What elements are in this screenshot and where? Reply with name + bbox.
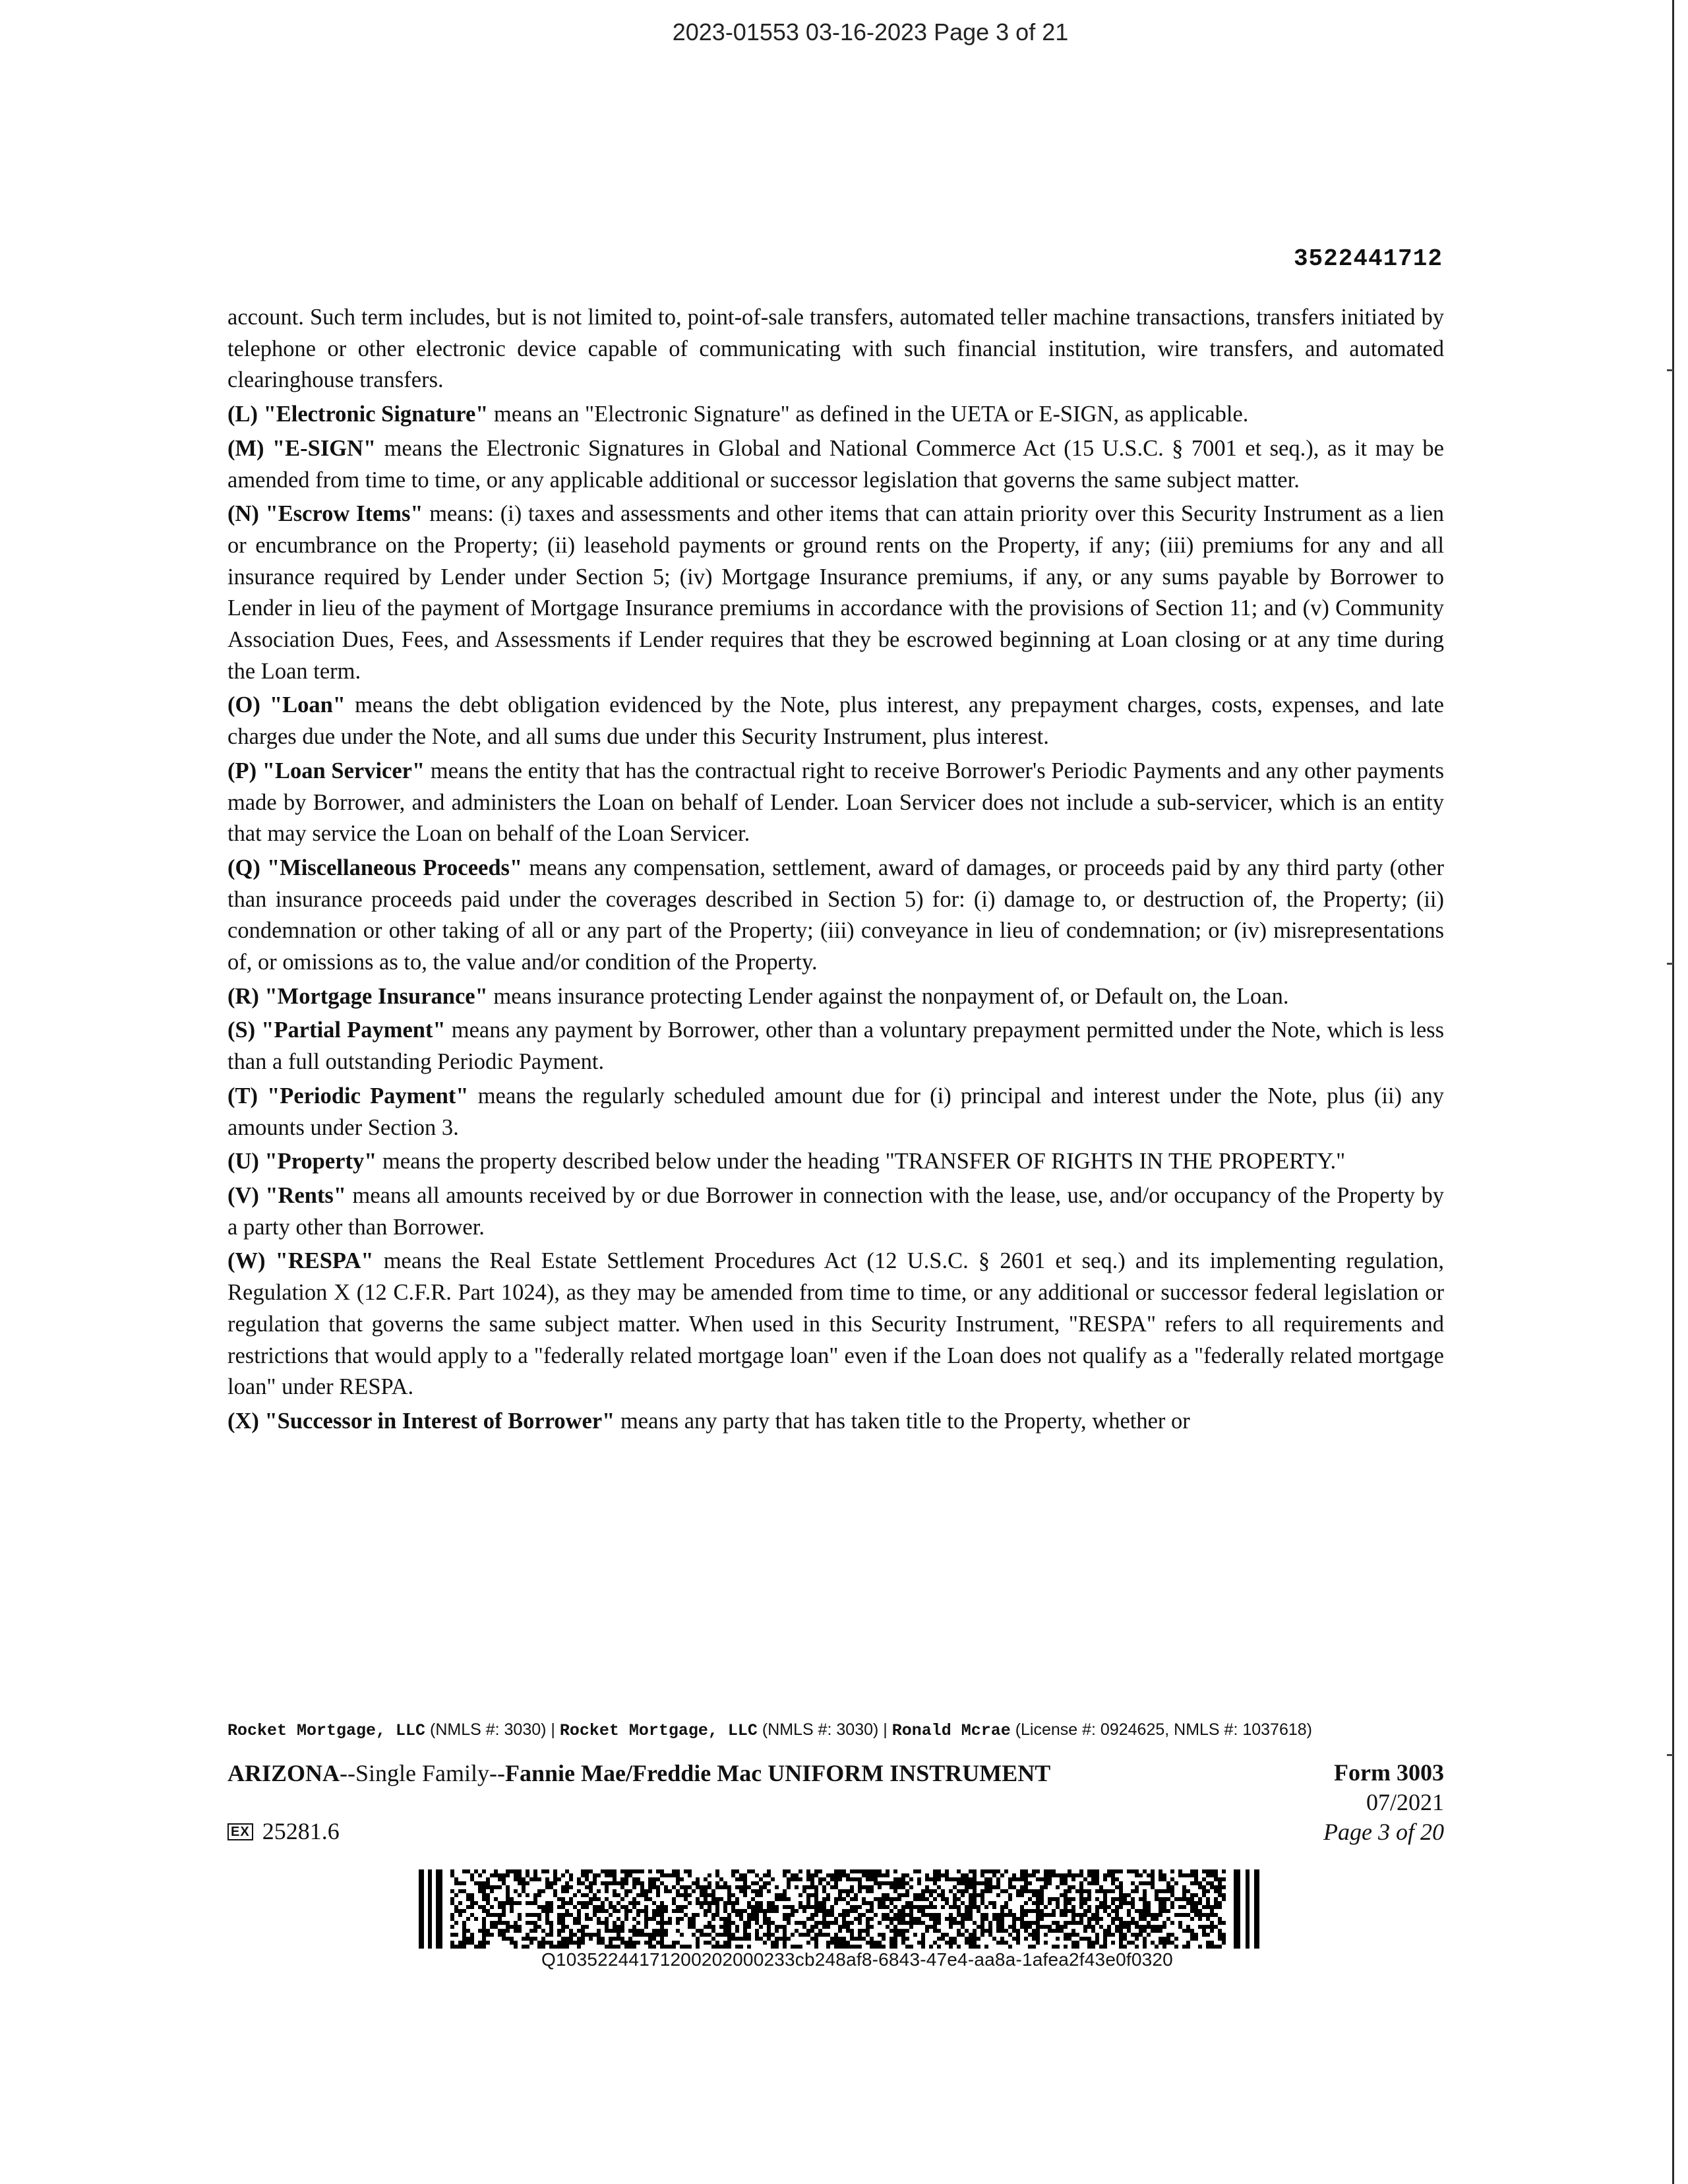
definition-text: means an "Electronic Signature" as defined in the UETA or E-SIGN, as applicable.	[488, 402, 1249, 427]
form-info	[1323, 1758, 1444, 1847]
definition-text: means the debt obligation evidenced by the Note, plus interest, any prepayment charges, costs, expenses, and late charges due under the Note, and all sums due under this Security Instrument, plus interest.	[227, 692, 1444, 750]
definition-term: (P) "Loan Servicer"	[227, 758, 425, 783]
ex-code-line	[227, 1817, 340, 1846]
ex-form-icon: EX	[227, 1823, 253, 1840]
form-title	[227, 1758, 1050, 1788]
definition-term: (O) "Loan"	[227, 692, 346, 718]
definition-paragraph	[227, 1146, 1444, 1178]
definition-paragraph	[227, 756, 1444, 850]
definition-term: (V) "Rents"	[227, 1182, 347, 1208]
definition-text: means the property described below under the heading "TRANSFER OF RIGHTS IN THE PROPERTY."	[377, 1149, 1346, 1174]
definition-term: (T) "Periodic Payment"	[227, 1083, 469, 1108]
definition-paragraph	[227, 1180, 1444, 1243]
lender-name: Rocket Mortgage, LLC	[227, 1721, 426, 1740]
loan-number: 3522441712	[1293, 245, 1443, 272]
definition-term: (Q) "Miscellaneous Proceeds"	[227, 855, 523, 880]
definition-term: (S) "Partial Payment"	[227, 1017, 446, 1043]
barcode-text: Q10352244171200202000233cb248af8-6843-47e4-aa8a-1afea2f43e0f0320	[541, 1949, 1173, 1970]
margin-tick	[1667, 369, 1673, 371]
definition-paragraph	[227, 1081, 1444, 1143]
lender-nmls: (NMLS #: 3030) |	[425, 1720, 560, 1739]
definition-text: means the regularly scheduled amount due for (i) principal and interest under the Note, plus (ii) any amounts under Section 3.	[227, 1083, 1444, 1140]
definition-text: means the entity that has the contractual right to receive Borrower's Periodic Payments and any other payments made by Borrower, and administers the Loan on behalf of Lender. Loan Servicer does not include a sub-servicer, which is an entity that may service the Loan on behalf of the Loan Servicer.	[227, 758, 1445, 847]
definition-text: account. Such term includes, but is not limited to, point-of-sale transfers, automated teller machine transactions, transfers initiated by telephone or other electronic device capable of communicating with such financial institution, wire transfers, and automated clearinghouse transfers.	[227, 305, 1444, 393]
definition-term: (R) "Mortgage Insurance"	[227, 983, 488, 1009]
form-state: ARIZONA	[227, 1760, 340, 1786]
definition-paragraph	[227, 433, 1444, 496]
form-date: 07/2021	[1366, 1789, 1444, 1815]
definition-text: means the Real Estate Settlement Procedures Act (12 U.S.C. § 2601 et seq.) and its implementing regulation, Regulation X (12 C.F.R. Part 1024), as they may be amended from time to time, or any additional or successor federal legislation or regulation that governs the same subject matter. When used in this Security Instrument, "RESPA" refers to all requirements and restrictions that would apply to a "federally related mortgage loan" even if the Loan does not qualify as a "federally related mortgage loan" under RESPA.	[227, 1248, 1444, 1400]
definition-text: means: (i) taxes and assessments and other items that can attain priority over this Security Instrument as a lien or encumbrance on the Property; (ii) leasehold payments or ground rents on the Property, if any; (iii) premiums for any and all insurance required by Lender under Section 5; (iv) Mortgage Insurance premiums, if any, or any sums payable by Borrower to Lender in lieu of the payment of Mortgage Insurance premiums in accordance with the provisions of Section 11; and (v) Community Association Dues, Fees, and Assessments if Lender requires that they be escrowed beginning at Loan closing or at any time during the Loan term.	[227, 501, 1444, 684]
margin-tick	[1667, 1754, 1673, 1756]
definition-text: means any compensation, settlement, award of damages, or proceeds paid by any third party (other than insurance proceeds paid under the coverages described in Section 5) for: (i) damage to, or destruction of, the Property; (ii) condemnation or other taking of all or any part of the Property; (iii) conveyance in lieu of condemnation; or (iv) misrepresentations of, or omissions as to, the value and/or condition of the Property.	[227, 855, 1444, 975]
form-instrument: Fannie Mae/Freddie Mac UNIFORM INSTRUMENT	[504, 1760, 1051, 1786]
page-number: Page 3 of 20	[1323, 1819, 1444, 1845]
lender-name: Rocket Mortgage, LLC	[559, 1721, 758, 1740]
lender-nmls: (NMLS #: 3030) |	[757, 1720, 892, 1739]
originator-name: Ronald Mcrae	[891, 1721, 1011, 1740]
form-number: Form 3003	[1334, 1759, 1444, 1786]
recording-stamp: 2023-01553 03-16-2023 Page 3 of 21	[672, 18, 1069, 46]
definition-paragraph	[227, 499, 1444, 687]
document-body	[227, 302, 1444, 1440]
lender-line	[227, 1718, 1454, 1742]
definition-paragraph	[227, 853, 1444, 979]
definition-term: (U) "Property"	[227, 1149, 377, 1174]
definition-text: means any payment by Borrower, other than a voluntary prepayment permitted under the Note, which is less than a full outstanding Periodic Payment.	[227, 1017, 1444, 1075]
ex-code: 25281.6	[262, 1818, 340, 1844]
definition-term: (L) "Electronic Signature"	[227, 402, 489, 427]
definition-term: (N) "Escrow Items"	[227, 501, 423, 527]
form-type: --Single Family--	[340, 1760, 505, 1786]
right-margin-rule	[1672, 0, 1674, 2184]
definition-term: (X) "Successor in Interest of Borrower"	[227, 1408, 615, 1434]
definition-term: (W) "RESPA"	[227, 1248, 374, 1274]
definition-text: means all amounts received by or due Borrower in connection with the lease, use, and/or occupancy of the Property by a party other than Borrower.	[227, 1182, 1444, 1240]
margin-tick	[1667, 963, 1673, 965]
definition-paragraph	[227, 690, 1444, 752]
definition-text: means insurance protecting Lender against the nonpayment of, or Default on, the Loan.	[487, 983, 1289, 1009]
definition-paragraph	[227, 1015, 1444, 1077]
definition-paragraph	[227, 302, 1444, 396]
definition-paragraph	[227, 1406, 1444, 1438]
definition-paragraph	[227, 981, 1444, 1013]
definition-text: means any party that has taken title to the Property, whether or	[615, 1408, 1190, 1434]
barcode	[419, 1869, 1259, 1949]
definition-term: (M) "E-SIGN"	[227, 435, 377, 461]
definition-text: means the Electronic Signatures in Global and National Commerce Act (15 U.S.C. § 7001 et seq.), as it may be amended from time to time, or any applicable additional or successor legislation that governs the same subject matter.	[227, 435, 1444, 493]
originator-license: (License #: 0924625, NMLS #: 1037618)	[1010, 1720, 1313, 1739]
definition-paragraph	[227, 1246, 1444, 1403]
definition-paragraph	[227, 399, 1444, 431]
